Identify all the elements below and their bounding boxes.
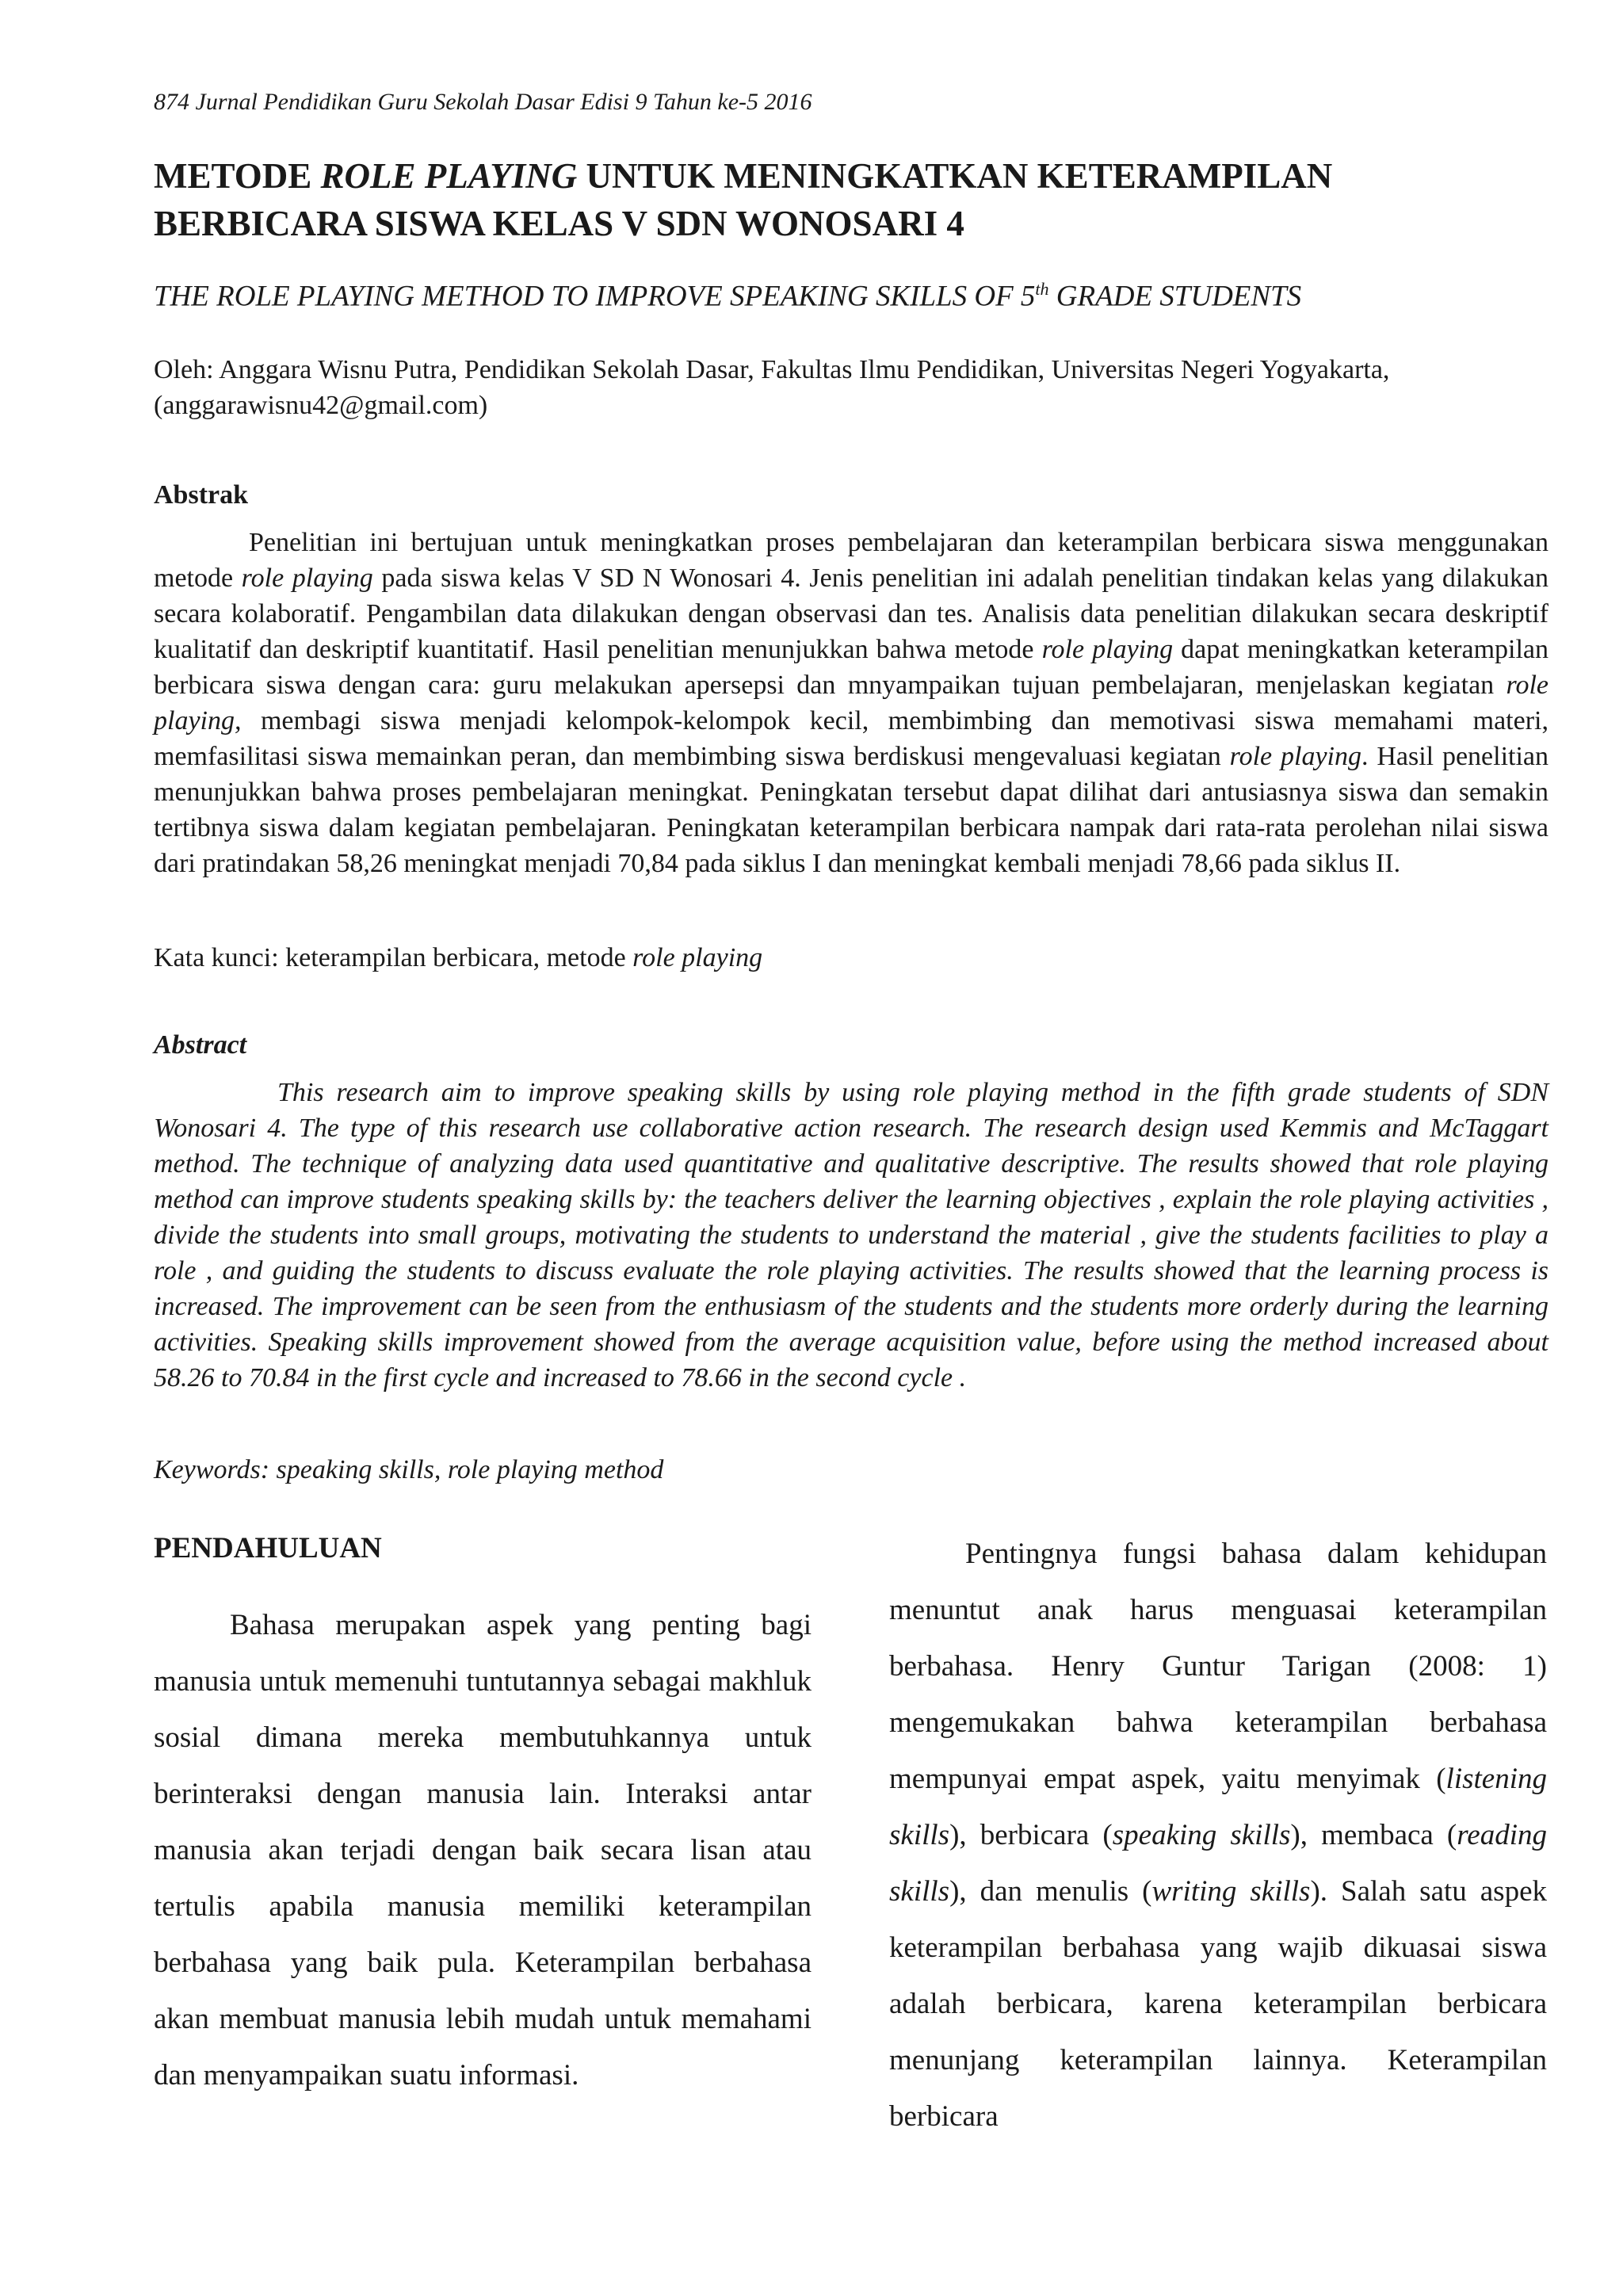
abstrak-s4: membagi siswa menjadi kelompok-kelompok kecil, membimbing dan memotivasi siswa memahami materi, memfasilitasi siswa memainkan peran, dan membimbing siswa berdiskusi mengevaluasi kegiatan [154,706,1549,771]
abstrak-i1: role playing [241,563,373,593]
abstrak-i3: role playing, [154,670,1549,735]
right-i4: writing skills [1151,1875,1311,1908]
kata-kunci-label: Kata kunci: keterampilan berbicara, metode [154,943,633,972]
right-d: ), dan menulis ( [949,1875,1152,1908]
abstrak-s5: . Hasil penelitian menunjukkan bahwa proses pembelajaran meningkat. Peningkatan tersebut dapat dilihat dari antusiasnya siswa dan semakin tertibnya siswa dalam kegiatan pembelajaran. Peningkatan keterampilan berbicara nampak dari rata-rata perolehan nilai siswa dari pratindakan 58,26 meningkat menjadi 70,84 pada siklus I dan meningkat kembali menjadi 78,66 pada siklus II. [154,742,1549,878]
running-header: 874 Jurnal Pendidikan Guru Sekolah Dasar Edisi 9 Tahun ke-5 2016 [154,89,812,115]
english-title [154,279,1549,313]
keywords: Keywords: speaking skills, role playing method [154,1455,664,1484]
kata-kunci-italic: role playing [632,943,763,972]
right-c: ), membaca ( [1290,1819,1457,1851]
subtitle-tail: GRADE STUDENTS [1048,280,1302,313]
right-i2: speaking skills [1112,1819,1291,1851]
abstrak-heading: Abstrak [154,480,249,510]
abstract-body [154,1075,1549,1396]
right-e: ). Salah satu aspek keterampilan berbahasa yang wajib dikuasai siswa adalah berbicara, karena keterampilan berbicara menunjang keterampilan lainnya. Keterampilan berbicara [889,1875,1548,2133]
body-right-column [889,1526,1547,2145]
body-left-text: Bahasa merupakan aspek yang penting bagi manusia untuk memenuhi tuntutannya sebagai makhluk sosial dimana mereka membutuhkannya untuk berinteraksi dengan manusia lain. Interaksi antar manusia akan terjadi dengan baik secara lisan atau tertulis apabila manusia memiliki keterampilan berbahasa yang baik pula. Keterampilan berbahasa akan membuat manusia lebih mudah untuk memahami dan menyampaikan suatu informasi. [154,1609,812,2092]
abstrak-s1: Penelitian ini bertujuan untuk meningkatkan proses pembelajaran dan keterampilan berbicara siswa menggunakan metode [154,528,1549,593]
subtitle-sup: th [1035,279,1049,299]
title-part1: METODE [154,156,321,196]
abstrak-i4: role playing [1229,742,1361,771]
abstract-heading: Abstract [154,1030,247,1060]
right-i3: reading skills [889,1819,1547,1908]
subtitle-text: THE ROLE PLAYING METHOD TO IMPROVE SPEAKING SKILLS OF 5 [154,280,1036,313]
title-italic: ROLE PLAYING [320,156,578,196]
abstrak-s3: dapat meningkatkan keterampilan berbicara siswa dengan cara: guru melakukan apersepsi dan mnyampaikan tujuan pembelajaran, menjelaskan kegiatan [154,635,1549,700]
article-title [154,152,1501,247]
abstract-text: This research aim to improve speaking skills by using role playing method in the fifth grade students of SDN Wonosari 4. The type of this research use collaborative action research. The research design used Kemmis and McTaggart method. The technique of analyzing data used quantitative and qualitative descriptive. The results showed that role playing method can improve students speaking skills by: the teachers deliver the learning objectives , explain the role playing activities , divide the students into small groups, motivating the students to understand the material , give the students facilities to play a role , and guiding the students to discuss evaluate the role playing activities. The results showed that the learning process is increased. The improvement can be seen from the enthusiasm of the students and the students more orderly during the learning activities. Speaking skills improvement showed from the average acquisition value, before using the method increased about 58.26 to 70.84 in the first cycle and increased to 78.66 in the second cycle . [154,1078,1549,1392]
kata-kunci [154,943,762,973]
abstrak-i2: role playing [1041,635,1174,664]
author-line: Oleh: Anggara Wisnu Putra, Pendidikan Sekolah Dasar, Fakultas Ilmu Pendidikan, Universitas Negeri Yogyakarta, (anggarawisnu42@gmail.com) [154,355,1390,420]
body-left-column [154,1597,812,2103]
section-heading-pendahuluan: PENDAHULUAN [154,1532,382,1564]
right-b: ), berbicara ( [949,1819,1113,1851]
title-part2: UNTUK MENINGKATKAN KETERAMPILAN BERBICARA SISWA KELAS V SDN WONOSARI 4 [154,156,1333,243]
right-a: Pentingnya fungsi bahasa dalam kehidupan menuntut anak harus menguasai keterampilan berbahasa. Henry Guntur Tarigan (2008: 1) mengemukakan bahwa keterampilan berbahasa mempunyai empat aspek, yaitu menyimak ( [889,1538,1547,1795]
right-i1: listening skills [889,1763,1547,1851]
abstrak-body [154,525,1549,881]
abstrak-s2: pada siswa kelas V SD N Wonosari 4. Jenis penelitian ini adalah penelitian tindakan kelas yang dilakukan secara kolaboratif. Pengambilan data dilakukan dengan observasi dan tes. Analisis data penelitian dilakukan secara deskriptif kualitatif dan deskriptif kuantitatif. Hasil penelitian menunjukkan bahwa metode [154,563,1549,664]
